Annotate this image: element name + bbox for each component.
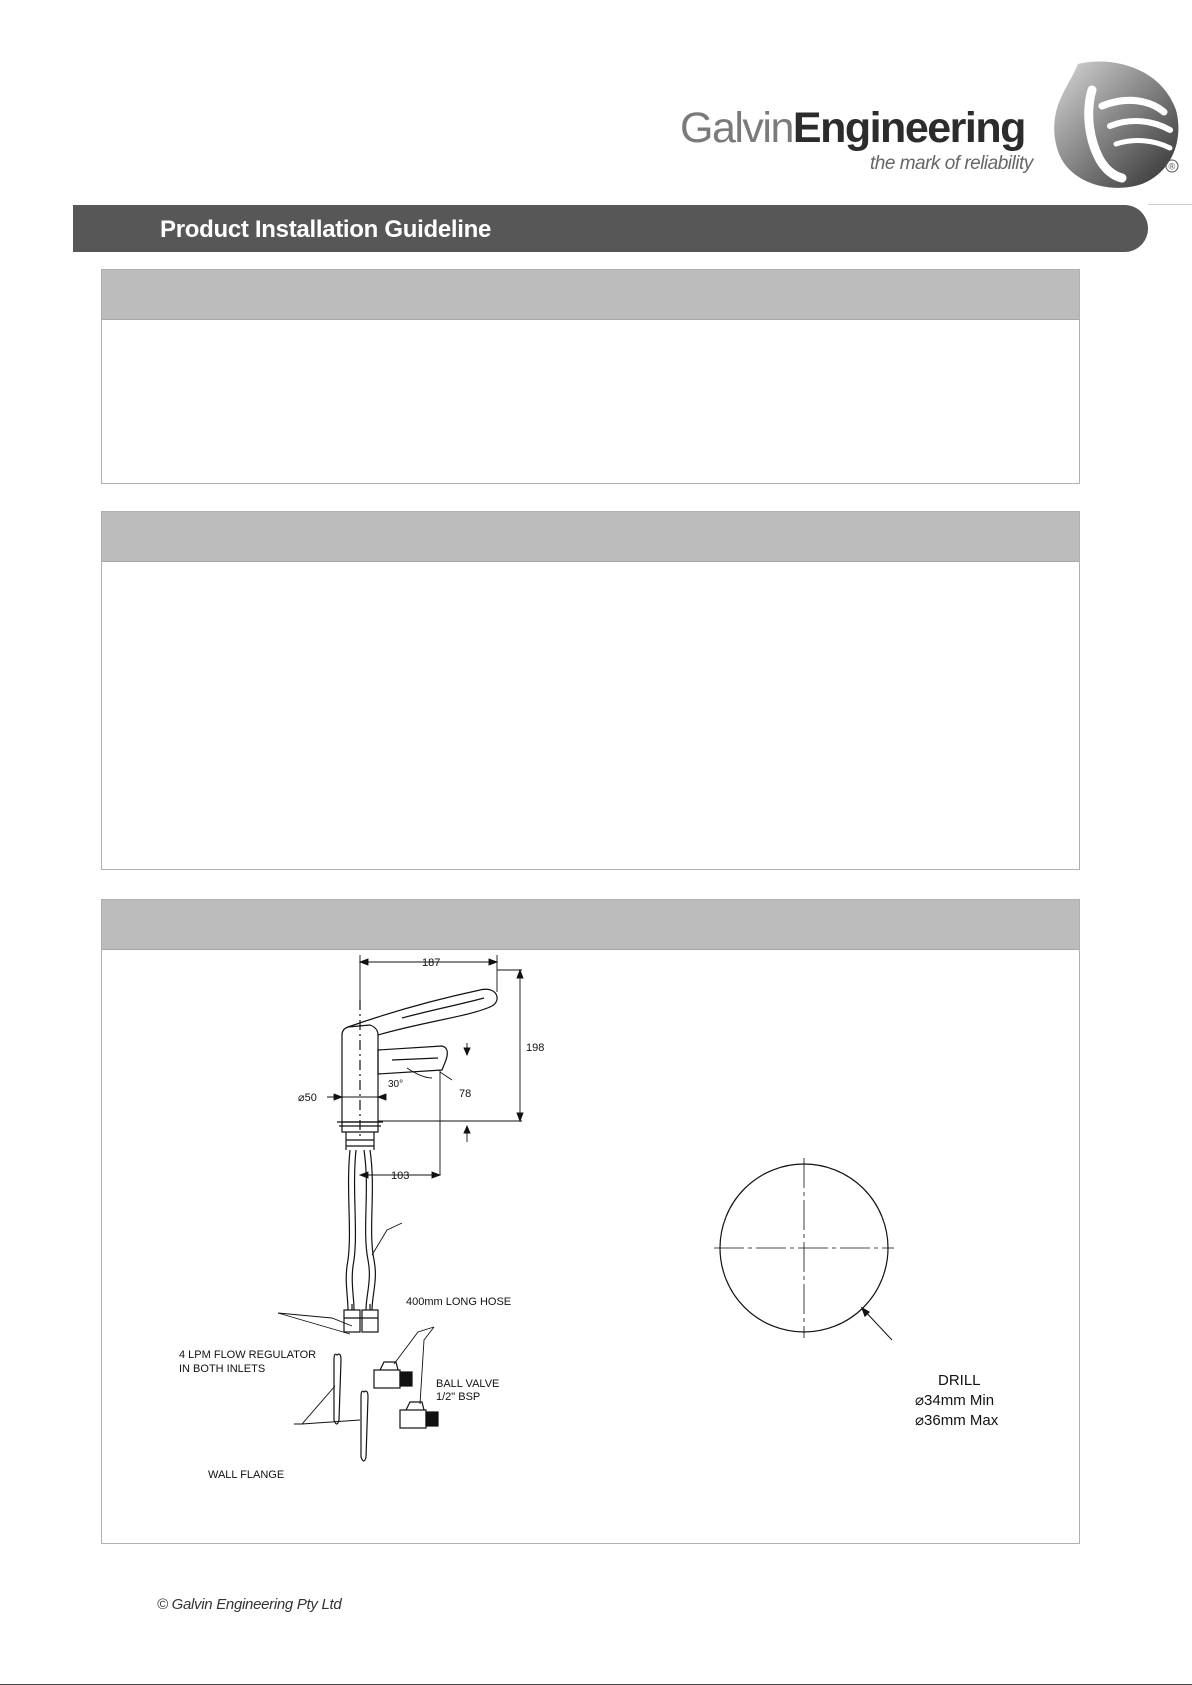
- dim-width-label: 187: [422, 957, 441, 969]
- leader-lines: [278, 1223, 434, 1424]
- ball-valve-label-line2: 1/2" BSP: [436, 1391, 481, 1403]
- registered-mark: ®: [1168, 161, 1176, 172]
- ball-valves-drawing: [374, 1362, 438, 1428]
- ball-valve-label-line1: BALL VALVE: [436, 1378, 500, 1390]
- dim-angle-label: 30°: [388, 1079, 404, 1090]
- section-header-1: [102, 270, 1079, 320]
- brand-logo: [680, 60, 1180, 190]
- technical-drawings: [102, 900, 1079, 1543]
- dim-outlet-label: 78: [459, 1088, 472, 1100]
- tap-body-drawing: [337, 989, 497, 1150]
- brand-name-light: Galvin: [680, 104, 793, 152]
- dim-reach-label: 103: [391, 1170, 410, 1182]
- drill-label: DRILL: [938, 1372, 981, 1389]
- tap-dimension-lines: [327, 955, 523, 1178]
- flow-regulator-label-line2: IN BOTH INLETS: [179, 1363, 266, 1375]
- dim-height-label: 198: [526, 1042, 545, 1054]
- section-box-1: [101, 269, 1080, 484]
- drill-min-label: ⌀34mm Min: [915, 1392, 995, 1409]
- drill-max-label: ⌀36mm Max: [915, 1412, 999, 1429]
- brand-tagline: the mark of reliability: [870, 153, 1033, 174]
- wall-flange-label: WALL FLANGE: [208, 1469, 285, 1481]
- brand-name: [680, 104, 1025, 153]
- brand-name-bold: Engineering: [792, 104, 1025, 152]
- title-rule: [1148, 204, 1192, 205]
- section-box-2: [101, 511, 1080, 870]
- drill-hole-drawing: [714, 1158, 894, 1340]
- hose-label: 400mm LONG HOSE: [406, 1296, 512, 1308]
- flexible-hoses-drawing: [344, 1150, 378, 1332]
- footer-copyright: © Galvin Engineering Pty Ltd: [157, 1596, 342, 1613]
- wall-flanges-drawing: [334, 1354, 368, 1461]
- dimensions-section-box: [101, 899, 1080, 1544]
- flow-regulator-label-line1: 4 LPM FLOW REGULATOR: [179, 1349, 317, 1361]
- page-title: Product Installation Guideline: [160, 216, 492, 243]
- brand-mark-icon: [1030, 60, 1180, 188]
- section-header-2: [102, 512, 1079, 562]
- title-bar: [73, 205, 1148, 252]
- dim-diameter-label: ⌀50: [298, 1092, 317, 1104]
